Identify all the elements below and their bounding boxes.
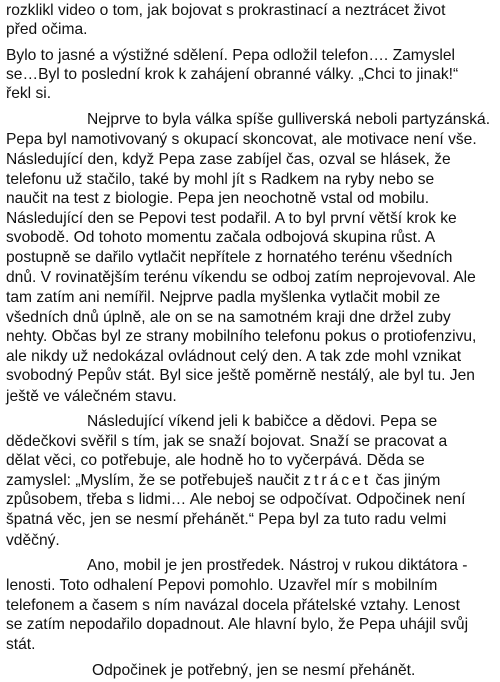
- text-line-7: Pepa byl namotivovaný s okupací skoncovat, ale motivace není vše.: [6, 130, 477, 148]
- text-segment: zamyslel: „Myslím, že se potřebuješ naučit: [6, 472, 299, 490]
- text-line-2: před očima.: [6, 21, 88, 39]
- text-line-5: řekl si.: [6, 85, 52, 103]
- text-line-22: dědečkovi svěřil s tím, jak se snaží bojovat. Snaží se pracovat a: [6, 432, 448, 450]
- text-line-11: Následující den se Pepovi test podařil. A to byl první větší krok ke: [6, 210, 457, 228]
- text-line-17: nehty. Občas byl ze strany mobilního telefonu pokus o protiofenzivu,: [6, 328, 477, 346]
- text-line-26: špatná věc, jen se nesmí přehánět.“ Pepa byl za tuto radu velmi: [6, 511, 447, 529]
- paragraph-start-line: Nejprve to byla válka spíše gulliverská neboli partyzánská.: [87, 111, 491, 129]
- text-line-19: svobodný Pepův stát. Byl sice ještě poměrně nestálý, ale byl tu. Jen: [6, 367, 475, 385]
- spaced-word: ztrácet: [303, 472, 372, 490]
- text-line-32: stát.: [6, 636, 36, 654]
- text-line-15: tam zatím ani nemířil. Nejprve padla myšlenka vytlačit mobil ze: [6, 288, 441, 306]
- paragraph-start-line: Ano, mobil je jen prostředek. Nástroj v rukou diktátora -: [87, 557, 468, 575]
- text-segment: čas jiným: [375, 472, 441, 490]
- text-line-4: se…Byl to poslední krok k zahájení obranné války. „Chci to jinak!“: [6, 66, 459, 84]
- text-line-14: dnů. V rovinatějším terénu víkendu se odboj zatím neprojevoval. Ale: [6, 268, 476, 286]
- text-line-10: naučit na test z biologie. Pepa jen neochotně vstal od mobilu.: [6, 189, 430, 207]
- text-line-18: ale nikdy už nedokázal ovládnout celý den. A tak zde mohl vznikat: [6, 348, 462, 366]
- text-line-3: Bylo to jasné a výstižné sdělení. Pepa odložil telefon…. Zamyslel: [6, 47, 455, 65]
- text-line-31: se zatím nepodařilo dopadnout. Ale hlavní bylo, že Pepa uhájil svůj: [6, 615, 469, 633]
- text-line-16: všedních dnů úplně, ale on se na samotném kraji dne držel zuby: [6, 308, 451, 326]
- text-line-27: vděčný.: [6, 531, 60, 549]
- text-line-25: způsobem, třeba s lidmi… Ale neboj se odpočívat. Odpočinek není: [6, 491, 466, 509]
- text-line-24: [6, 471, 440, 492]
- closing-line: Odpočinek je potřebný, jen se nesmí přehánět.: [92, 662, 416, 679]
- text-line-8: Následující den, když Pepa zase zabíjel čas, ozval se hlásek, že: [6, 150, 451, 168]
- text-line-13: postupně se dařilo vytlačit nepřítele z hornatého terénu všedních: [6, 249, 453, 267]
- text-line-20: ještě ve válečném stavu.: [6, 387, 177, 405]
- text-line-23: dělat věci, co potřebuje, ale hodně ho to vyčerpává. Děda se: [6, 451, 425, 469]
- text-line-29: lenosti. Toto odhalení Pepovi pomohlo. Uzavřel mír s mobilním: [6, 576, 438, 594]
- text-line-1: rozklikl video o tom, jak bojovat s prokrastinací a neztrácet život: [6, 1, 446, 19]
- text-line-12: svobodě. Od tohoto momentu začala odbojová skupina růst. A: [6, 229, 436, 247]
- text-line-9: telefonu už stačilo, také by mohl jít s Radkem na ryby nebo se: [6, 170, 435, 188]
- paragraph-start-line: Následující víkend jeli k babičce a dědovi. Pepa se: [87, 412, 438, 430]
- text-line-30: telefonem a časem s ním navázal docela přátelské vztahy. Lenost: [6, 596, 460, 614]
